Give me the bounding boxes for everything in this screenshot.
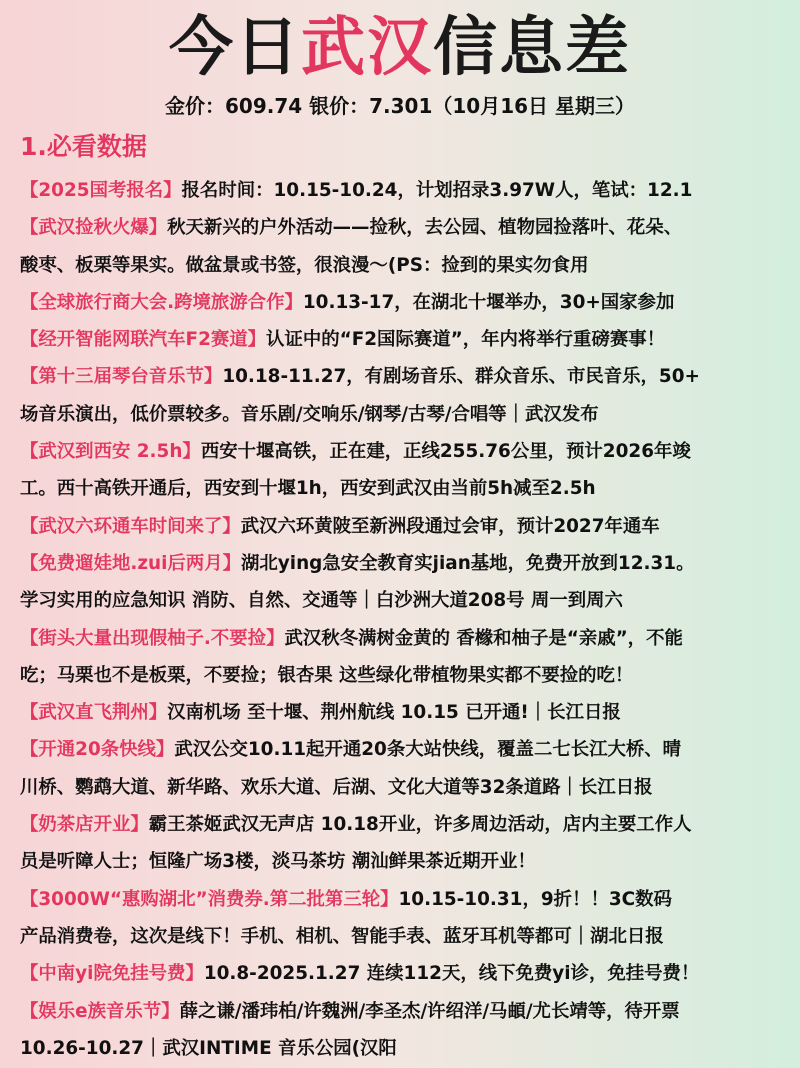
news-item bbox=[20, 209, 792, 284]
news-line bbox=[20, 993, 792, 1030]
news-tag: 【武汉直飞荆州】 bbox=[20, 702, 168, 724]
news-tag: 【2025国考报名】 bbox=[20, 180, 182, 201]
news-tag: 【娱乐e族音乐节】 bbox=[20, 1000, 180, 1022]
news-tag: 【奶茶店开业】 bbox=[20, 814, 149, 836]
news-item bbox=[20, 881, 792, 956]
news-text: 湖北ying急安全教育实jian基地，免费开放到12.31。 bbox=[241, 552, 695, 574]
news-text: 认证中的“F2国际赛道”，年内将举行重磅赛事！ bbox=[266, 329, 666, 351]
title-accent: 武汉 bbox=[301, 11, 433, 85]
news-tag: 【街头大量出现假柚子.不要捡】 bbox=[20, 627, 285, 649]
news-item bbox=[20, 172, 792, 209]
news-line bbox=[20, 806, 792, 843]
news-tag: 【第十三届琴台音乐节】 bbox=[20, 366, 223, 388]
news-text: 西安十堰高铁，正在建，正线255.76公里，预计2026年竣 bbox=[200, 441, 691, 463]
news-tag: 【中南yi院免挂号费】 bbox=[20, 963, 204, 985]
news-item bbox=[20, 545, 792, 620]
news-line bbox=[20, 358, 792, 395]
news-line bbox=[20, 247, 792, 284]
news-text: 薛之谦/潘玮柏/许魏洲/李圣杰/许绍洋/马頔/尤长靖等，待开票 bbox=[179, 1000, 680, 1022]
news-item bbox=[20, 955, 792, 992]
news-tag: 【免费遛娃地.zui后两月】 bbox=[20, 552, 241, 574]
news-item bbox=[20, 433, 792, 508]
news-item bbox=[20, 284, 792, 321]
news-text: 川桥、鹦鹉大道、新华路、欢乐大道、后湖、文化大道等32条道路｜长江日报 bbox=[20, 776, 653, 798]
news-line bbox=[20, 918, 792, 955]
news-text: 10.18-11.27，有剧场音乐、群众音乐、市民音乐，50+ bbox=[222, 366, 700, 388]
news-tag: 【开通20条快线】 bbox=[20, 739, 175, 761]
news-text: 学习实用的应急知识 消防、自然、交通等｜白沙洲大道208号 周一到周六 bbox=[20, 590, 623, 612]
news-text: 报名时间：10.15-10.24，计划招录3.97W人，笔试：12.1 bbox=[181, 180, 693, 201]
news-text: 10.15-10.31，9折！！3C数码 bbox=[398, 888, 672, 910]
news-tag: 【武汉到西安 2.5h】 bbox=[20, 441, 201, 463]
news-text: 员是听障人士；恒隆广场3楼，淡马茶坊 潮汕鲜果茶近期开业！ bbox=[20, 851, 536, 873]
news-text: 武汉公交10.11起开通20条大站快线，覆盖二七长江大桥、晴 bbox=[174, 739, 682, 761]
news-text: 霸王茶姬武汉无声店 10.18开业，许多周边活动，店内主要工作人 bbox=[148, 814, 692, 836]
news-line bbox=[20, 881, 792, 918]
news-text: 酸枣、板栗等果实。做盆景或书签，很浪漫～(PS：捡到的果实勿食用 bbox=[20, 254, 589, 276]
news-tag: 【武汉捡秋火爆】 bbox=[20, 217, 168, 239]
section-heading: 1.必看数据 bbox=[20, 132, 147, 161]
news-text: 武汉六环黄陂至新洲段通过会审，预计2027年通车 bbox=[240, 515, 660, 537]
news-text: 吃；马栗也不是板栗，不要捡；银杏果 这些绿化带植物果实都不要捡的吃！ bbox=[20, 664, 634, 686]
news-line bbox=[20, 545, 792, 582]
news-tag: 【3000W“惠购湖北”消费券.第二批第三轮】 bbox=[20, 888, 399, 910]
news-line bbox=[20, 955, 792, 992]
news-item bbox=[20, 731, 792, 806]
news-line bbox=[20, 731, 792, 768]
news-text: 10.8-2025.1.27 连续112天，线下免费yi诊，免挂号费！ bbox=[203, 963, 700, 985]
news-text: 秋天新兴的户外活动——捡秋，去公园、植物园捡落叶、花朵、 bbox=[167, 217, 683, 239]
news-text: 工。西十高铁开通后，西安到十堰1h，西安到武汉由当前5h减至2.5h bbox=[20, 478, 596, 500]
news-tag: 【经开智能网联汽车F2赛道】 bbox=[20, 329, 267, 351]
news-line bbox=[20, 769, 792, 806]
price-subtitle: 金价：609.74 银价：7.301（10月16日 星期三） bbox=[164, 94, 636, 118]
news-line bbox=[20, 433, 792, 470]
news-line bbox=[20, 694, 792, 731]
news-line bbox=[20, 172, 792, 209]
news-line bbox=[20, 470, 792, 507]
news-line bbox=[20, 843, 792, 880]
news-item bbox=[20, 321, 792, 358]
news-text: 汉南机场 至十堰、荆州航线 10.15 已开通!｜长江日报 bbox=[167, 702, 621, 724]
news-item bbox=[20, 620, 792, 695]
news-text: 10.13-17，在湖北十堰举办，30+国家参加 bbox=[302, 291, 675, 313]
news-line bbox=[20, 321, 792, 358]
news-line bbox=[20, 396, 792, 433]
news-tag: 【全球旅行商大会.跨境旅游合作】 bbox=[20, 291, 303, 313]
news-text: 场音乐演出，低价票较多。音乐剧/交响乐/钢琴/古琴/合唱等｜武汉发布 bbox=[20, 403, 599, 425]
news-text: 产品消费卷，这次是线下！手机、相机、智能手表、蓝牙耳机等都可｜湖北日报 bbox=[20, 925, 664, 947]
news-line bbox=[20, 284, 792, 321]
news-line bbox=[20, 209, 792, 246]
news-item bbox=[20, 806, 792, 881]
news-line bbox=[20, 508, 792, 545]
title-prefix: 今日 bbox=[169, 11, 301, 85]
news-text: 武汉秋冬满树金黄的 香橼和柚子是“亲戚”，不能 bbox=[284, 627, 683, 649]
title-suffix: 信息差 bbox=[433, 11, 631, 85]
news-line bbox=[20, 582, 792, 619]
news-text: 10.26-10.27｜武汉INTIME 音乐公园(汉阳 bbox=[20, 1037, 397, 1059]
news-line bbox=[20, 657, 792, 694]
news-item bbox=[20, 993, 792, 1068]
news-tag: 【武汉六环通车时间来了】 bbox=[20, 515, 241, 537]
news-line bbox=[20, 1030, 792, 1067]
news-item bbox=[20, 358, 792, 433]
page-title bbox=[0, 8, 800, 88]
news-line bbox=[20, 620, 792, 657]
news-item bbox=[20, 694, 792, 731]
news-item bbox=[20, 508, 792, 545]
news-list bbox=[20, 172, 792, 1067]
